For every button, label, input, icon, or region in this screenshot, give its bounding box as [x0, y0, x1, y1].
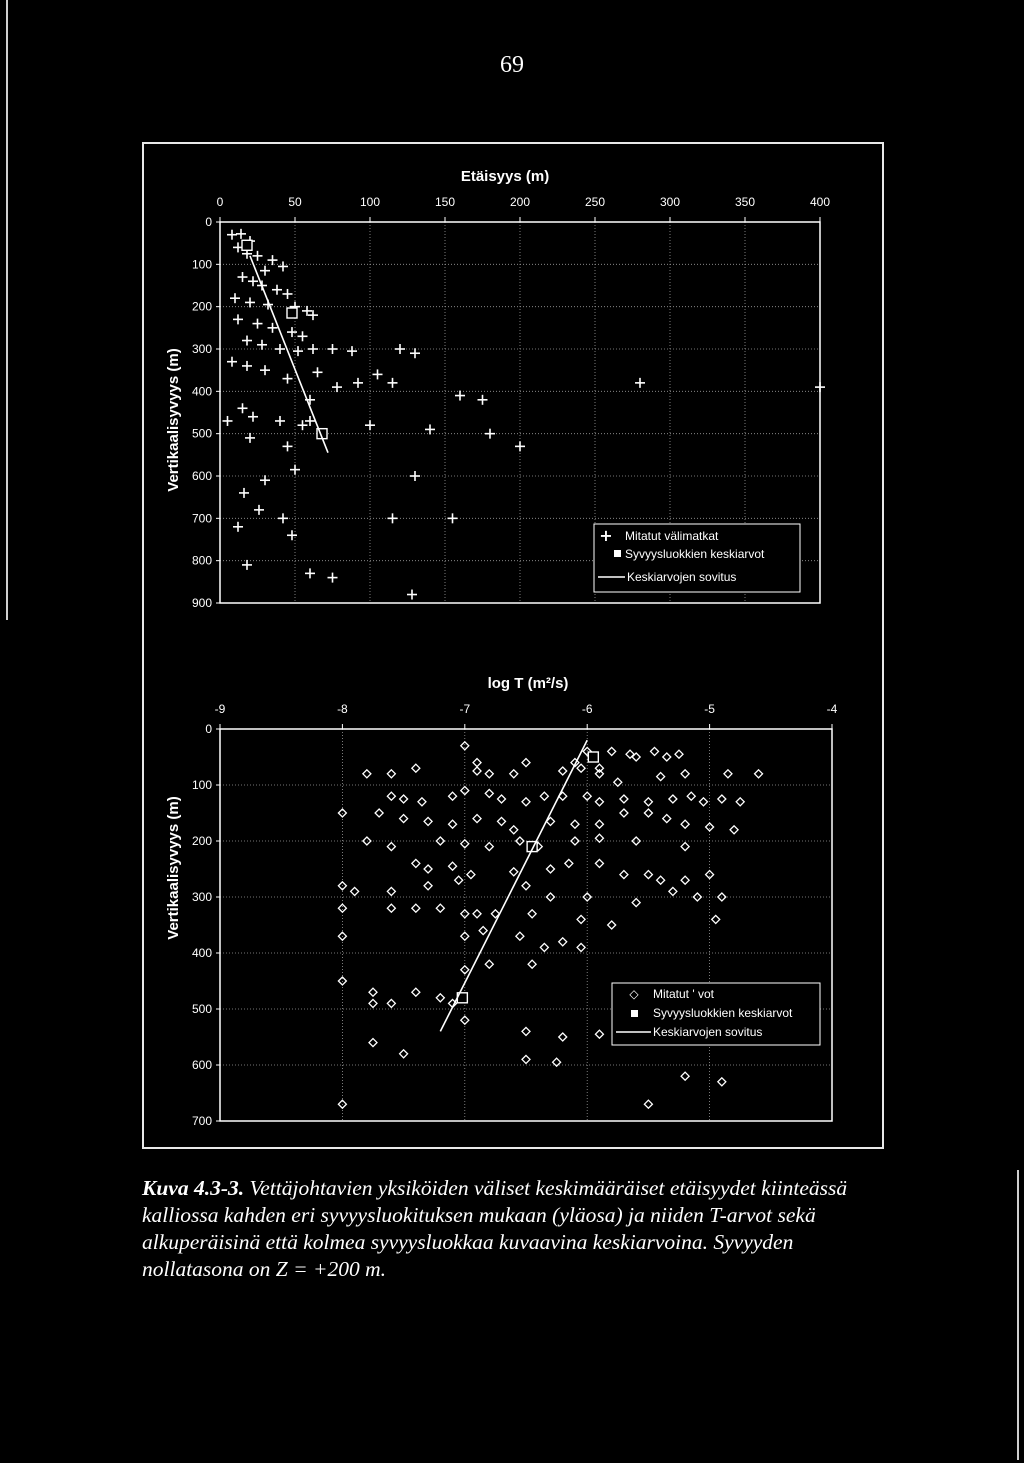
y-tick-label: 100 [191, 778, 212, 792]
y-tick-label: 500 [191, 1002, 212, 1016]
measured-point [424, 882, 432, 890]
distance-depth-chart [165, 168, 830, 610]
measured-point [278, 261, 288, 271]
y-tick-label: 300 [191, 342, 212, 356]
measured-point [287, 327, 297, 337]
measured-point [608, 921, 616, 929]
measured-point [540, 943, 548, 951]
measured-point [400, 795, 408, 803]
x-tick-label: -8 [337, 702, 348, 716]
measured-point [395, 344, 405, 354]
measured-point [332, 382, 342, 392]
measured-point [283, 289, 293, 299]
measured-point [620, 809, 628, 817]
bottom-data-points [338, 740, 762, 1108]
average-point [287, 308, 297, 318]
measured-point [632, 837, 640, 845]
measured-point [657, 876, 665, 884]
measured-point [369, 999, 377, 1007]
measured-point [522, 798, 530, 806]
measured-point [233, 522, 243, 532]
average-point [242, 240, 252, 250]
measured-point [347, 346, 357, 356]
y-tick-label: 700 [191, 511, 212, 526]
measured-point [275, 344, 285, 354]
measured-point [238, 272, 248, 282]
measured-point [287, 530, 297, 540]
top-legend-square-icon [614, 550, 621, 557]
measured-point [353, 378, 363, 388]
measured-point [681, 876, 689, 884]
y-tick-label: 500 [191, 426, 212, 441]
measured-point [412, 988, 420, 996]
measured-point [478, 395, 488, 405]
measured-point [485, 770, 493, 778]
measured-point [467, 871, 475, 879]
y-tick-label: 900 [191, 596, 212, 610]
measured-point [260, 266, 270, 276]
measured-point [275, 416, 285, 426]
measured-point [485, 960, 493, 968]
x-tick-label: -7 [459, 702, 471, 716]
measured-point [706, 871, 714, 879]
measured-point [699, 798, 707, 806]
measured-point [595, 834, 603, 842]
measured-point [436, 837, 444, 845]
measured-point [227, 230, 237, 240]
measured-point [308, 344, 318, 354]
measured-point [473, 910, 481, 918]
measured-point [242, 560, 252, 570]
measured-point [412, 859, 420, 867]
measured-point [635, 378, 645, 388]
y-tick-label: 600 [191, 469, 212, 483]
measured-point [614, 778, 622, 786]
measured-point [473, 759, 481, 767]
top-legend-label-averages: Syvyysluokkien keskiarvot [625, 547, 765, 561]
measured-point [227, 357, 237, 367]
measured-point [559, 938, 567, 946]
measured-point [755, 770, 763, 778]
measured-point [387, 843, 395, 851]
measured-point [448, 513, 458, 523]
measured-point [620, 871, 628, 879]
measured-point [313, 367, 323, 377]
measured-point [238, 403, 248, 413]
measured-point [410, 471, 420, 481]
average-point [588, 752, 598, 762]
y-tick-label: 0 [205, 215, 212, 229]
measured-point [595, 1030, 603, 1038]
measured-point [657, 773, 665, 781]
measured-point [675, 750, 683, 758]
figure-caption [142, 1175, 886, 1283]
measured-point [328, 344, 338, 354]
measured-point [253, 251, 263, 261]
x-tick-label: 50 [288, 195, 302, 209]
measured-point [388, 378, 398, 388]
measured-point [485, 789, 493, 797]
measured-point [455, 876, 463, 884]
measured-point [387, 792, 395, 800]
bottom-chart-title: log T (m²/s) [487, 675, 569, 692]
bottom-x-ticks [215, 702, 838, 729]
measured-point [522, 882, 530, 890]
x-tick-label: -6 [581, 702, 593, 716]
measured-point [644, 1100, 652, 1108]
measured-point [528, 910, 536, 918]
measured-point [260, 365, 270, 375]
measured-point [298, 331, 308, 341]
measured-point [565, 859, 573, 867]
measured-point [522, 759, 530, 767]
measured-point [425, 424, 435, 434]
y-tick-label: 200 [191, 299, 212, 314]
bottom-legend-label-averages: Syvyysluokkien keskiarvot [653, 1006, 793, 1020]
measured-point [268, 255, 278, 265]
measured-point [510, 826, 518, 834]
measured-point [595, 770, 603, 778]
measured-point [388, 513, 398, 523]
measured-point [608, 747, 616, 755]
measured-point [253, 319, 263, 329]
x-tick-label: 150 [434, 195, 456, 209]
measured-point [245, 433, 255, 443]
measured-point [387, 999, 395, 1007]
measured-point [449, 820, 457, 828]
measured-point [230, 293, 240, 303]
y-tick-label: 800 [191, 553, 212, 568]
measured-point [461, 742, 469, 750]
measured-point [473, 767, 481, 775]
y-tick-label: 600 [191, 1058, 212, 1072]
logt-depth-chart [165, 675, 838, 1128]
measured-point [410, 348, 420, 358]
measured-point [528, 960, 536, 968]
measured-point [387, 770, 395, 778]
figure-number: Kuva 4.3-3. [142, 1176, 245, 1200]
measured-point [418, 798, 426, 806]
measured-point [498, 817, 506, 825]
measured-point [644, 798, 652, 806]
x-tick-label: -5 [704, 702, 715, 716]
y-tick-label: 700 [191, 1114, 212, 1128]
measured-point [559, 1033, 567, 1041]
measured-point [510, 770, 518, 778]
measured-point [351, 887, 359, 895]
measured-point [706, 823, 714, 831]
measured-point [400, 1050, 408, 1058]
measured-point [644, 809, 652, 817]
measured-point [595, 820, 603, 828]
measured-point [424, 865, 432, 873]
measured-point [736, 798, 744, 806]
y-tick-label: 100 [191, 257, 212, 272]
top-x-ticks [217, 195, 831, 222]
measured-point [644, 871, 652, 879]
measured-point [522, 1055, 530, 1063]
y-tick-label: 200 [191, 834, 212, 848]
measured-point [595, 798, 603, 806]
measured-point [436, 994, 444, 1002]
y-tick-label: 300 [191, 890, 212, 904]
x-tick-label: 250 [584, 195, 606, 209]
measured-point [248, 276, 258, 286]
measured-point [239, 488, 249, 498]
measured-point [369, 988, 377, 996]
measured-point [257, 340, 267, 350]
measured-point [254, 505, 264, 515]
measured-point [387, 904, 395, 912]
measured-point [516, 932, 524, 940]
bottom-grid [220, 729, 832, 1121]
measured-point [681, 770, 689, 778]
measured-point [248, 412, 258, 422]
measured-point [305, 568, 315, 578]
measured-point [571, 820, 579, 828]
measured-point [245, 297, 255, 307]
fit-line [440, 740, 587, 1031]
x-tick-label: -9 [214, 702, 226, 716]
x-tick-label: 400 [809, 195, 831, 209]
measured-point [461, 910, 469, 918]
fit-line [250, 256, 328, 453]
measured-point [473, 815, 481, 823]
measured-point [540, 792, 548, 800]
measured-point [577, 943, 585, 951]
bottom-y-axis-label: Vertikaalisyvyys (m) [165, 796, 182, 940]
measured-point [449, 862, 457, 870]
measured-point [375, 809, 383, 817]
measured-point [595, 764, 603, 772]
measured-point [485, 429, 495, 439]
measured-point [283, 441, 293, 451]
measured-point [278, 513, 288, 523]
measured-point [242, 361, 252, 371]
measured-point [479, 927, 487, 935]
x-tick-label: 350 [734, 195, 756, 209]
measured-point [724, 770, 732, 778]
y-tick-label: 400 [191, 946, 212, 960]
measured-point [290, 465, 300, 475]
measured-point [293, 346, 303, 356]
measured-point [577, 915, 585, 923]
measured-point [663, 753, 671, 761]
top-chart-title: Etäisyys (m) [460, 168, 550, 185]
top-legend [594, 524, 800, 592]
measured-point [328, 573, 338, 583]
measured-point [577, 764, 585, 772]
measured-point [681, 820, 689, 828]
page-number: 69 [500, 52, 524, 78]
x-tick-label: 300 [659, 195, 681, 209]
measured-point [373, 369, 383, 379]
measured-point [338, 904, 346, 912]
measured-point [365, 420, 375, 430]
top-legend-plus-icon: + [599, 526, 613, 545]
measured-point [595, 859, 603, 867]
measured-point [260, 475, 270, 485]
measured-point [815, 382, 825, 392]
bottom-y-ticks [192, 722, 220, 1128]
measured-point [424, 817, 432, 825]
y-tick-label: 0 [205, 722, 212, 736]
x-tick-label: 100 [359, 195, 381, 209]
top-legend-label-fit: Keskiarvojen sovitus [627, 570, 737, 584]
measured-point [730, 826, 738, 834]
measured-point [632, 899, 640, 907]
measured-point [455, 391, 465, 401]
caption-text: Vettäjohtavien yksiköiden väliset keskimääräiset etäisyydet kiinteässä kalliossa kahden eri syvyysluokituksen mukaan (yläosa) ja niiden T-arvot sekä alkuperäisinä että kolmea syvyysluokkaa kuvaavina keskiarvoina. Syvyyden nollatasona on Z = +200 m. [142, 1176, 848, 1281]
measured-point [449, 792, 457, 800]
measured-point [559, 767, 567, 775]
measured-point [268, 323, 278, 333]
top-legend-label-measured: Mitatut välimatkat [625, 529, 719, 543]
measured-point [620, 795, 628, 803]
bottom-legend-label-measured: Mitatut ' vot [653, 987, 714, 1001]
measured-point [510, 868, 518, 876]
measured-point [546, 865, 554, 873]
measured-point [687, 792, 695, 800]
measured-point [712, 915, 720, 923]
measured-point [515, 441, 525, 451]
measured-point [651, 747, 659, 755]
measured-point [718, 795, 726, 803]
measured-point [663, 815, 671, 823]
measured-point [236, 229, 246, 239]
measured-point [272, 285, 282, 295]
bottom-legend-label-fit: Keskiarvojen sovitus [653, 1025, 763, 1039]
measured-point [522, 1027, 530, 1035]
measured-point [681, 1072, 689, 1080]
x-tick-label: -4 [826, 702, 838, 716]
measured-point [718, 1078, 726, 1086]
measured-point [407, 590, 417, 600]
measured-point [387, 887, 395, 895]
measured-point [363, 770, 371, 778]
measured-point [400, 815, 408, 823]
y-tick-label: 400 [191, 384, 212, 399]
measured-point [369, 1039, 377, 1047]
measured-point [669, 795, 677, 803]
measured-point [669, 887, 677, 895]
measured-point [283, 374, 293, 384]
top-y-axis-label: Vertikaalisyvyys (m) [165, 348, 182, 492]
bottom-legend-diamond-icon: ◇ [629, 987, 639, 1001]
measured-point [436, 904, 444, 912]
x-tick-label: 0 [216, 195, 224, 209]
x-tick-label: 200 [509, 195, 531, 209]
measured-point [223, 416, 233, 426]
bottom-plot-area [220, 729, 832, 1121]
measured-point [461, 787, 469, 795]
measured-point [412, 904, 420, 912]
top-y-ticks [192, 215, 220, 610]
bottom-legend [612, 983, 820, 1045]
measured-point [498, 795, 506, 803]
measured-point [485, 843, 493, 851]
measured-point [242, 336, 252, 346]
bottom-legend-square-icon [631, 1010, 638, 1017]
measured-point [681, 843, 689, 851]
measured-point [412, 764, 420, 772]
measured-point [233, 314, 243, 324]
